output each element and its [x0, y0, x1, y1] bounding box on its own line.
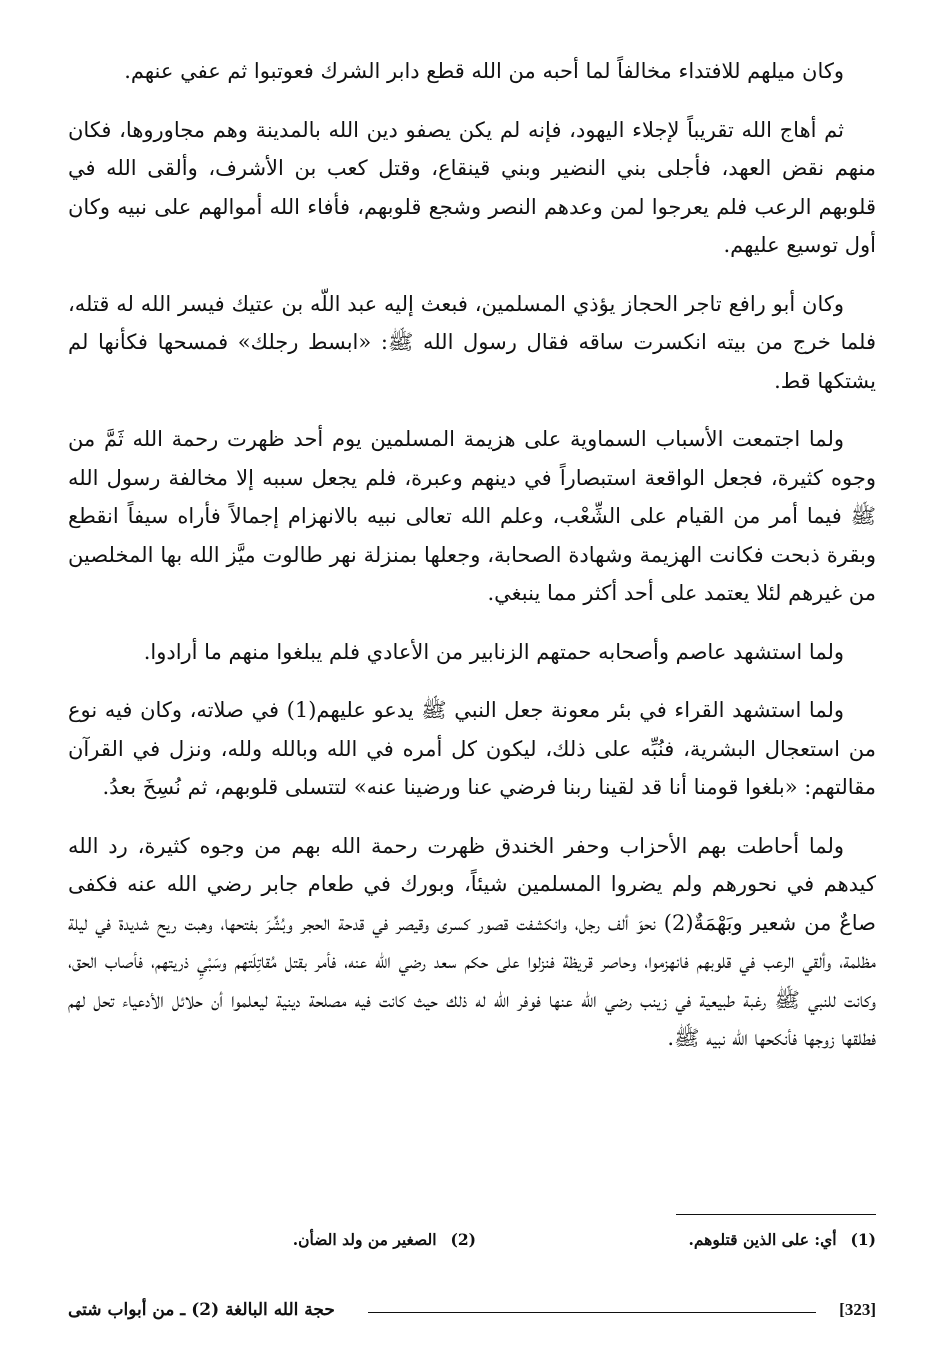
footnotes [68, 1214, 876, 1274]
footnote-1-number: (1) [850, 1230, 876, 1249]
footnote-2 [293, 1230, 476, 1249]
paragraph-6: ولما استشهد القراء في بئر معونة جعل النبي ﷺ يدعو عليهم(1) في صلاته، وكان فيه نوع من استعجال البشرية، فنُبِّه على ذلك، ليكون كل أمره في الله وبالله ولله، ونزل في القرآن مقالتهم: «بلغوا قومنا أنا قد لقينا ربنا فرضي عنا ورضينا عنه» لتتسلى قلوبهم، ثم نُسِخَ بعدُ. [68, 698, 876, 799]
paragraph-7: ولما أحاطت بهم الأحزاب وحفر الخندق ظهرت رحمة الله بهم من وجوه كثيرة، رد الله كيدهم في نحورهم ولم يضروا المسلمين شيئاً، وبورك في طعام جابر رضي الله عنه فكفى صاعٌ من شعير وبَهْمَةٌ(2) نحوَ ألف رجل، وانكشفت قصور كسرى وقيصر في قدحة الحجر وبُشِّرَ بفتحها، وهبت ريح شديدة في ليلة مظلمة، وألقي الرعب في قلوبهم فانهزموا، وحاصر قريظة فنزلوا على حكم سعد رضي الله عنه، فأمر بقتل مُقاتِلَتهم وسَبْيِ ذريتهم، فأصاب الحق، وكانت للنبي ﷺ رغبة طبيعية في زينب رضي الله عنها فوفر الله له ذلك حيث كانت فيه مصلحة دينية ليعلموا أن حلائل الأدعياء تحل لهم فطلقها زوجها فأنكحها الله نبيه ﷺ. [68, 833, 876, 1050]
page-number: [323] [839, 1300, 876, 1319]
running-title: حجة الله البالغة (2) ـ من أبواب شتى [68, 1300, 335, 1320]
footnote-2-text: الصغير من ولد الضأن. [292, 1230, 437, 1249]
paragraph-4: ولما اجتمعت الأسباب السماوية على هزيمة المسلمين يوم أحد ظهرت رحمة الله ثَمَّ من وجوه كثيرة، فجعل الواقعة استبصاراً في دينهم وعبرة، فلم يجعل سببه إلا مخالفة رسول الله ﷺ فيما أمر من القيام على الشِّعْب، وعلم الله تعالى نبيه بالانهزام إجمالاً فأراه سيفاً انقطع وبقرة ذبحت فكانت الهزيمة وشهادة الصحابة، وجعلها بمنزلة نهر طالوت ميَّز الله بها المخلصين من غيرهم لئلا يعتمد على أحد أكثر مما ينبغي. [68, 427, 876, 605]
footer-divider [368, 1312, 816, 1313]
footnote-1 [688, 1230, 876, 1249]
footnote-1-text: أي: على الذين قتلوهم. [688, 1230, 837, 1249]
footnote-2-number: (2) [450, 1230, 476, 1249]
paragraph-5: ولما استشهد عاصم وأصحابه حمتهم الزنابير من الأعادي فلم يبلغوا منهم ما أرادوا. [143, 639, 844, 664]
paragraph-1: وكان ميلهم للافتداء مخالفاً لما أحبه من الله قطع دابر الشرك فعوتبوا ثم عفي عنهم. [124, 59, 844, 83]
footnote-divider [676, 1214, 876, 1215]
page-footer [68, 1300, 876, 1334]
main-text [68, 52, 876, 1078]
paragraph-3: وكان أبو رافع تاجر الحجاز يؤذي المسلمين، فبعث إليه عبد اللّه بن عتيك فيسر الله له قتله، فلما خرج من بيته انكسرت ساقه فقال رسول الله ﷺ: «ابسط رجلك» فمسحها فكأنها لم يشتكها قط. [68, 291, 876, 393]
paragraph-2: ثم أهاج الله تقريباً لإجلاء اليهود، فإنه لم يكن يصفو دين الله بالمدينة وهم مجاوروها، فكان منهم نقض العهد، فأجلى بني النضير وبني قينقاع، وقتل كعب بن الأشرف، وألقى الله في قلوبهم الرعب فلم يعرجوا لمن وعدهم النصر وشجع قلوبهم، فأفاء الله أموالهم على نبيه وكان أول توسيع عليهم. [68, 117, 876, 257]
